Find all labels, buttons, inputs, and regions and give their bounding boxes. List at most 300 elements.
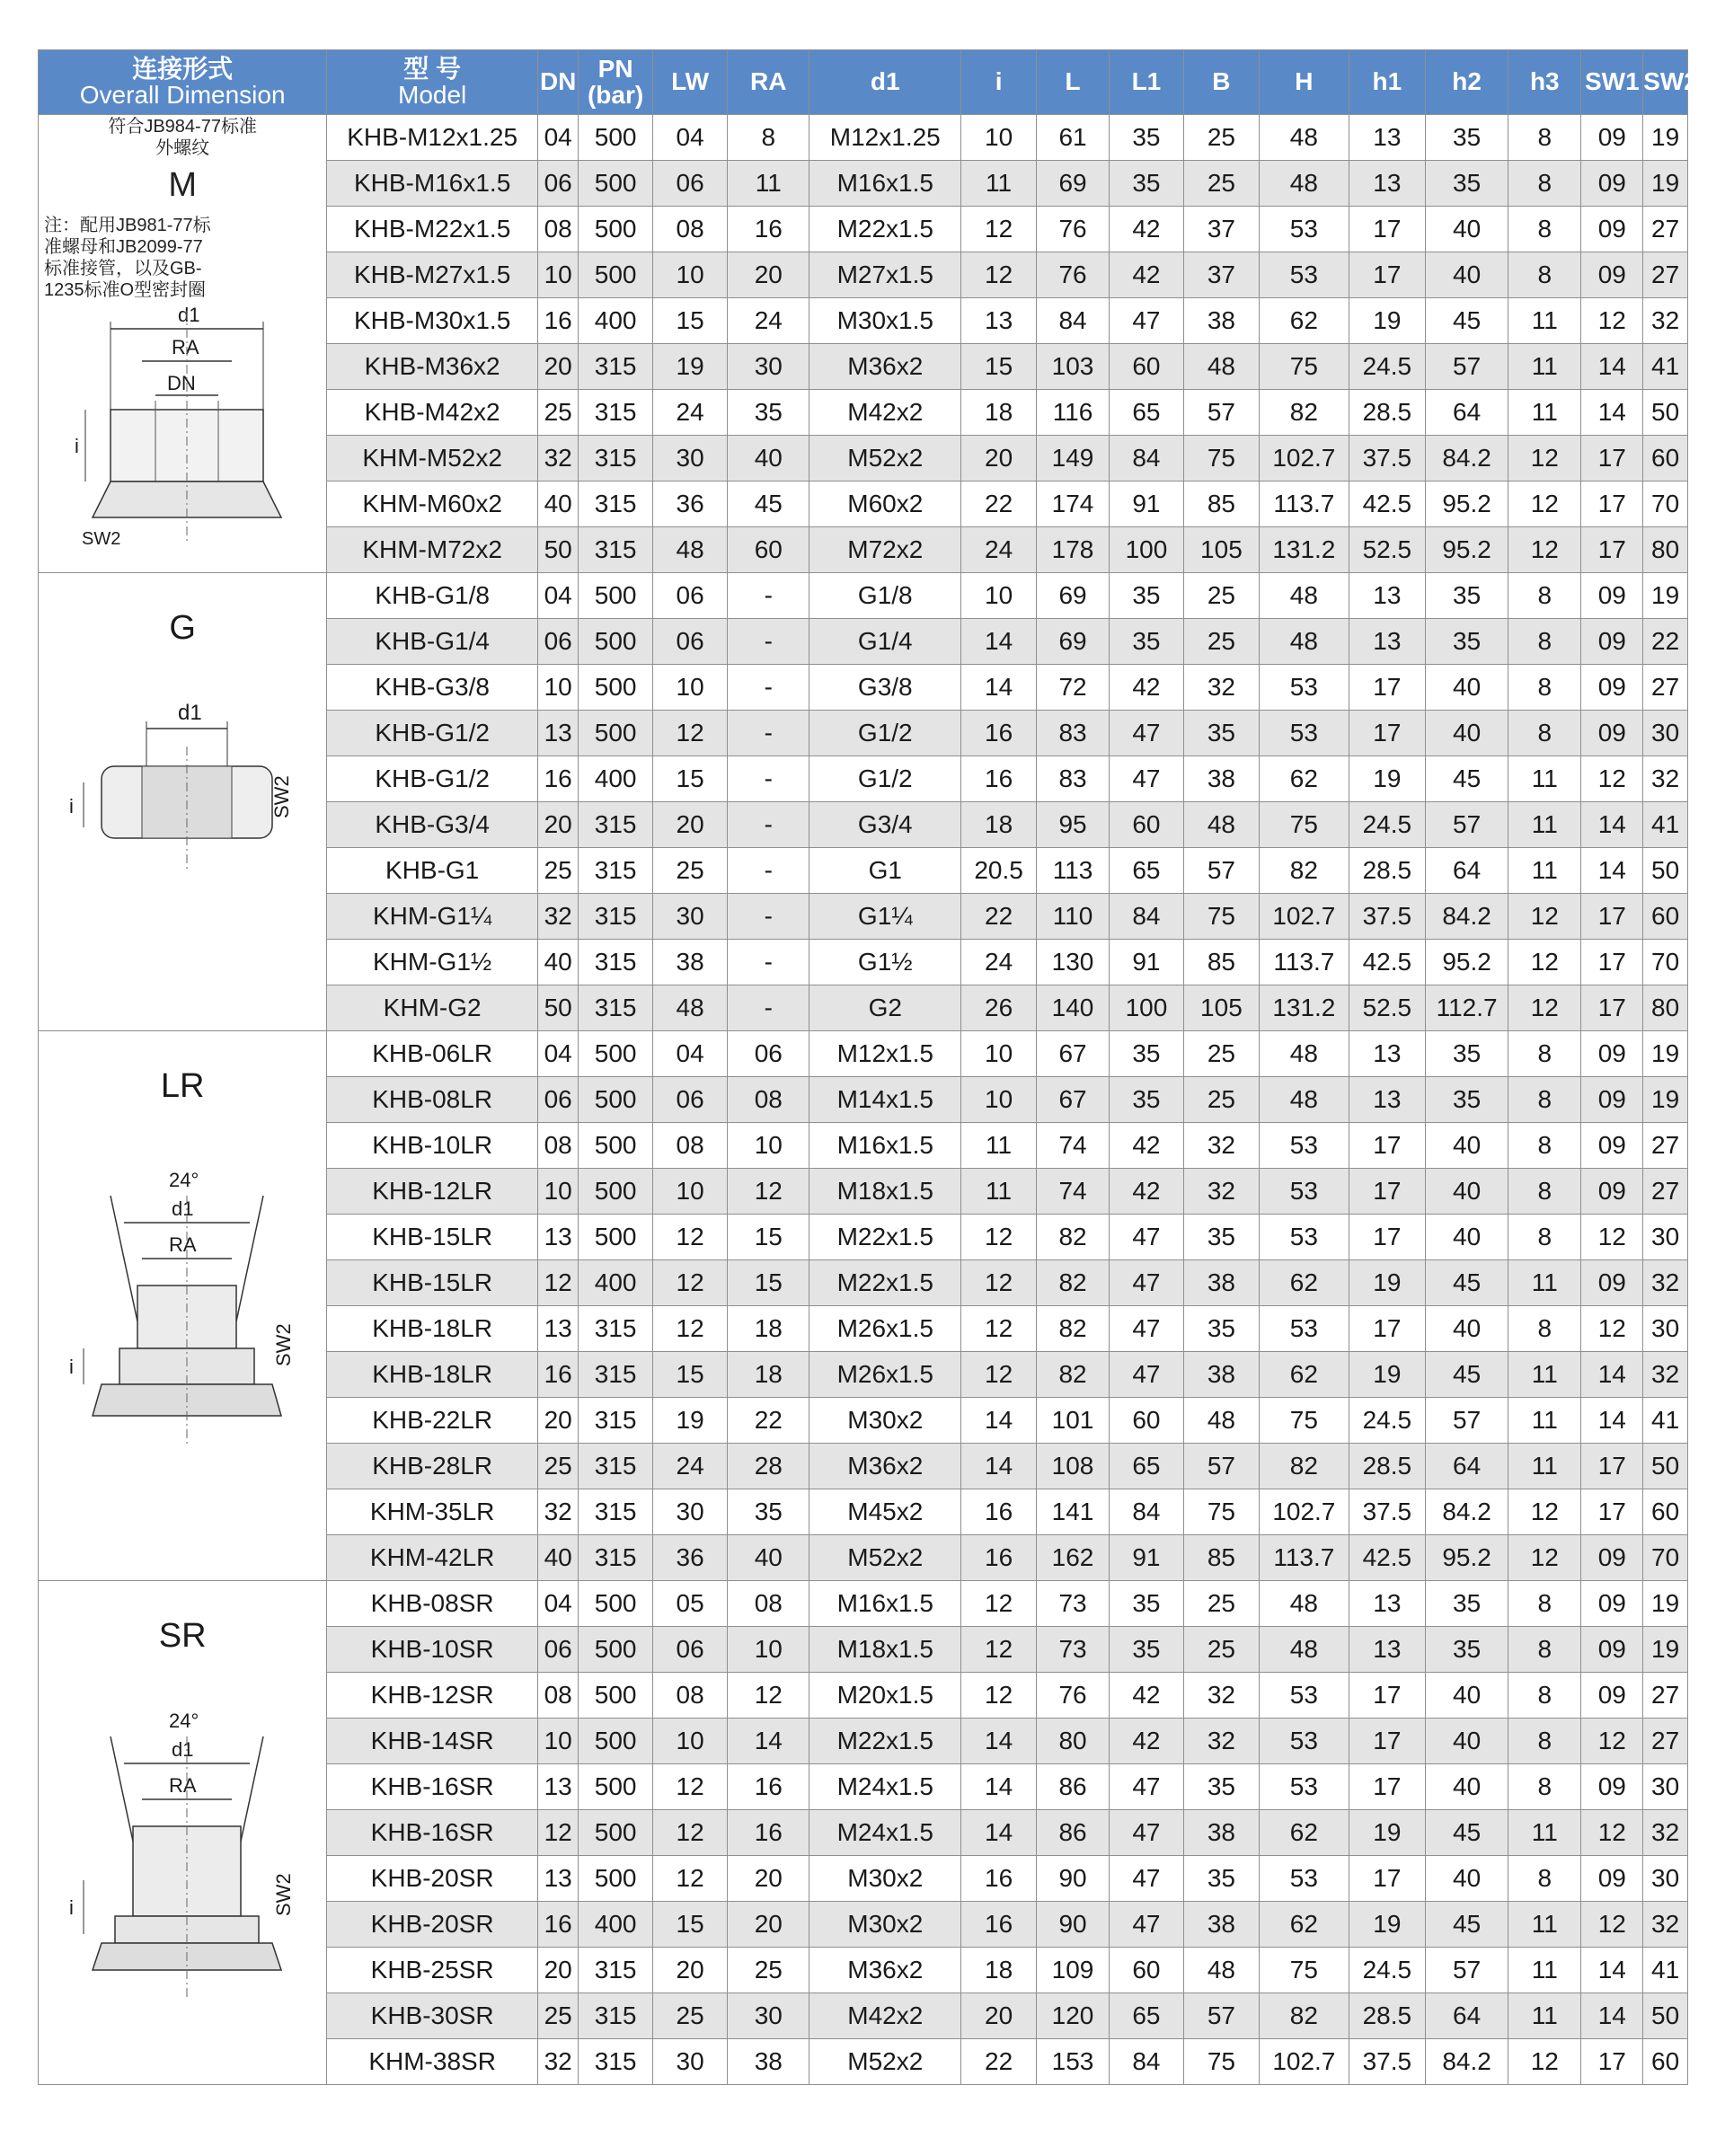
cell-dn: 04 xyxy=(537,573,578,619)
cell-i: 11 xyxy=(961,161,1037,207)
cell-h2: 57 xyxy=(1426,344,1508,390)
cell-d1: M45x2 xyxy=(809,1489,961,1535)
cell-model: KHB-30SR xyxy=(327,1993,538,2039)
cell-sw2: 32 xyxy=(1643,756,1688,802)
group-cell-g xyxy=(39,573,327,1031)
cell-sw1: 09 xyxy=(1581,252,1643,298)
cell-l1: 35 xyxy=(1110,1627,1183,1673)
cell-h3: 11 xyxy=(1508,1993,1581,2039)
cell-model: KHM-M72x2 xyxy=(327,527,538,573)
cell-ra: 20 xyxy=(728,252,809,298)
cell-h3: 8 xyxy=(1508,1215,1581,1260)
cell-lw: 10 xyxy=(652,252,728,298)
cell-h: 113.7 xyxy=(1260,1535,1349,1581)
cell-ra: 24 xyxy=(728,298,809,344)
cell-h3: 11 xyxy=(1508,1948,1581,1993)
cell-d1: M12x1.25 xyxy=(809,115,961,161)
cell-dn: 10 xyxy=(537,252,578,298)
cell-ra: 16 xyxy=(728,207,809,252)
group-sr-panel xyxy=(39,1617,326,2006)
cell-l1: 60 xyxy=(1110,1948,1183,1993)
cell-h: 48 xyxy=(1260,1627,1349,1673)
cell-sw1: 17 xyxy=(1581,527,1643,573)
cell-l1: 35 xyxy=(1110,115,1183,161)
cell-i: 20 xyxy=(961,436,1037,482)
cell-dn: 16 xyxy=(537,1902,578,1948)
cell-i: 18 xyxy=(961,1948,1037,1993)
cell-h3: 8 xyxy=(1508,1077,1581,1123)
cell-sw2: 50 xyxy=(1643,390,1688,436)
cell-sw1: 17 xyxy=(1581,1489,1643,1535)
cell-d1: G3/8 xyxy=(809,665,961,711)
cell-h: 75 xyxy=(1260,344,1349,390)
cell-pn: 500 xyxy=(579,1856,652,1902)
cell-h1: 17 xyxy=(1349,1306,1426,1352)
cell-ra: 16 xyxy=(728,1764,809,1810)
cell-ra: - xyxy=(728,985,809,1031)
cell-pn: 400 xyxy=(579,756,652,802)
cell-lw: 25 xyxy=(652,1993,728,2039)
cell-l1: 91 xyxy=(1110,1535,1183,1581)
cell-h1: 17 xyxy=(1349,1169,1426,1215)
cell-i: 20.5 xyxy=(961,848,1037,894)
cell-pn: 315 xyxy=(579,390,652,436)
cell-model: KHB-08SR xyxy=(327,1581,538,1627)
cell-pn: 500 xyxy=(579,1215,652,1260)
cell-h2: 64 xyxy=(1426,1993,1508,2039)
cell-ra: - xyxy=(728,802,809,848)
cell-model: KHB-15LR xyxy=(327,1260,538,1306)
cell-h2: 112.7 xyxy=(1426,985,1508,1031)
cell-lw: 38 xyxy=(652,940,728,985)
cell-i: 12 xyxy=(961,252,1037,298)
cell-d1: M26x1.5 xyxy=(809,1306,961,1352)
cell-h1: 17 xyxy=(1349,1123,1426,1169)
cell-sw2: 50 xyxy=(1643,1993,1688,2039)
cell-lw: 12 xyxy=(652,1215,728,1260)
cell-model: KHB-18LR xyxy=(327,1352,538,1398)
cell-h1: 17 xyxy=(1349,207,1426,252)
cell-pn: 500 xyxy=(579,1031,652,1077)
cell-d1: M30x2 xyxy=(809,1398,961,1444)
drawing-lr-d1-label: d1 xyxy=(172,1197,194,1220)
cell-d1: M52x2 xyxy=(809,436,961,482)
cell-sw2: 27 xyxy=(1643,1169,1688,1215)
cell-sw1: 14 xyxy=(1581,1993,1643,2039)
cell-h2: 84.2 xyxy=(1426,2039,1508,2085)
drawing-sr-ra-label: RA xyxy=(169,1774,197,1797)
cell-model: KHB-G1/2 xyxy=(327,756,538,802)
cell-h3: 8 xyxy=(1508,1031,1581,1077)
cell-sw2: 41 xyxy=(1643,344,1688,390)
cell-h: 62 xyxy=(1260,1260,1349,1306)
cell-sw1: 09 xyxy=(1581,1764,1643,1810)
cell-l: 178 xyxy=(1036,527,1109,573)
cell-ra: - xyxy=(728,894,809,940)
cell-h3: 8 xyxy=(1508,573,1581,619)
header-overall-dimension xyxy=(39,50,327,115)
cell-l1: 42 xyxy=(1110,1719,1183,1764)
cell-pn: 400 xyxy=(579,1902,652,1948)
cell-pn: 400 xyxy=(579,1260,652,1306)
cell-h: 102.7 xyxy=(1260,436,1349,482)
cell-pn: 500 xyxy=(579,1810,652,1856)
drawing-g-d1-label: d1 xyxy=(178,701,202,725)
cell-sw1: 17 xyxy=(1581,940,1643,985)
cell-d1: M52x2 xyxy=(809,1535,961,1581)
cell-h: 53 xyxy=(1260,1764,1349,1810)
cell-sw1: 09 xyxy=(1581,1260,1643,1306)
cell-lw: 24 xyxy=(652,390,728,436)
group-cell-lr xyxy=(39,1031,327,1581)
cell-h2: 84.2 xyxy=(1426,1489,1508,1535)
cell-h3: 11 xyxy=(1508,802,1581,848)
cell-b: 48 xyxy=(1183,1948,1260,1993)
cell-i: 18 xyxy=(961,390,1037,436)
header-pn-top: PN xyxy=(597,54,633,83)
drawing-m-dn-label: DN xyxy=(167,371,196,394)
cell-sw2: 27 xyxy=(1643,665,1688,711)
cell-i: 11 xyxy=(961,1123,1037,1169)
cell-d1: M22x1.5 xyxy=(809,207,961,252)
cell-model: KHB-10LR xyxy=(327,1123,538,1169)
cell-lw: 20 xyxy=(652,802,728,848)
header-l1: L1 xyxy=(1110,50,1183,115)
cell-sw1: 09 xyxy=(1581,207,1643,252)
cell-sw1: 12 xyxy=(1581,1215,1643,1260)
cell-model: KHB-22LR xyxy=(327,1398,538,1444)
cell-b: 75 xyxy=(1183,894,1260,940)
cell-sw2: 70 xyxy=(1643,1535,1688,1581)
cell-pn: 400 xyxy=(579,298,652,344)
cell-dn: 10 xyxy=(537,1169,578,1215)
cell-l: 95 xyxy=(1036,802,1109,848)
cell-sw1: 09 xyxy=(1581,711,1643,756)
group-g-code: G xyxy=(169,609,196,647)
table-row xyxy=(39,115,1688,161)
cell-lw: 48 xyxy=(652,527,728,573)
cell-h1: 28.5 xyxy=(1349,1993,1426,2039)
header-overall-cn: 连接形式 xyxy=(132,54,234,83)
cell-model: KHB-M12x1.25 xyxy=(327,115,538,161)
cell-l1: 35 xyxy=(1110,573,1183,619)
cell-b: 75 xyxy=(1183,1489,1260,1535)
cell-lw: 06 xyxy=(652,573,728,619)
cell-l: 82 xyxy=(1036,1215,1109,1260)
cell-model: KHB-08LR xyxy=(327,1077,538,1123)
cell-sw2: 32 xyxy=(1643,1902,1688,1948)
cell-ra: 18 xyxy=(728,1306,809,1352)
cell-sw1: 09 xyxy=(1581,1673,1643,1719)
cell-i: 24 xyxy=(961,940,1037,985)
cell-h3: 8 xyxy=(1508,1673,1581,1719)
cell-dn: 10 xyxy=(537,1719,578,1764)
cell-l: 141 xyxy=(1036,1489,1109,1535)
cell-lw: 48 xyxy=(652,985,728,1031)
cell-pn: 315 xyxy=(579,482,652,527)
cell-h1: 17 xyxy=(1349,1764,1426,1810)
header-pn-bottom: (bar) xyxy=(587,80,644,109)
cell-model: KHB-20SR xyxy=(327,1902,538,1948)
cell-l1: 84 xyxy=(1110,436,1183,482)
cell-ra: 20 xyxy=(728,1856,809,1902)
drawing-lr-angle-label: 24° xyxy=(169,1169,199,1191)
cell-i: 22 xyxy=(961,482,1037,527)
cell-l: 67 xyxy=(1036,1077,1109,1123)
cell-i: 11 xyxy=(961,1169,1037,1215)
cell-d1: M60x2 xyxy=(809,482,961,527)
cell-lw: 30 xyxy=(652,894,728,940)
cell-lw: 10 xyxy=(652,1169,728,1215)
cell-pn: 315 xyxy=(579,1398,652,1444)
cell-l: 110 xyxy=(1036,894,1109,940)
cell-ra: 18 xyxy=(728,1352,809,1398)
cell-dn: 20 xyxy=(537,1398,578,1444)
cell-lw: 06 xyxy=(652,161,728,207)
cell-ra: 14 xyxy=(728,1719,809,1764)
cell-h3: 8 xyxy=(1508,115,1581,161)
cell-d1: M30x2 xyxy=(809,1902,961,1948)
cell-dn: 32 xyxy=(537,2039,578,2085)
cell-dn: 12 xyxy=(537,1260,578,1306)
cell-sw2: 30 xyxy=(1643,711,1688,756)
cell-h3: 8 xyxy=(1508,1169,1581,1215)
cell-h2: 64 xyxy=(1426,390,1508,436)
fitting-g-drawing xyxy=(57,702,308,881)
cell-model: KHB-M36x2 xyxy=(327,344,538,390)
cell-sw1: 14 xyxy=(1581,802,1643,848)
cell-b: 38 xyxy=(1183,756,1260,802)
cell-b: 105 xyxy=(1183,527,1260,573)
cell-model: KHB-G1/4 xyxy=(327,619,538,665)
cell-pn: 315 xyxy=(579,802,652,848)
cell-sw2: 27 xyxy=(1643,207,1688,252)
table-row xyxy=(39,1031,1688,1077)
cell-h1: 28.5 xyxy=(1349,848,1426,894)
cell-dn: 04 xyxy=(537,1031,578,1077)
cell-lw: 08 xyxy=(652,207,728,252)
cell-pn: 315 xyxy=(579,1352,652,1398)
cell-pn: 315 xyxy=(579,1306,652,1352)
cell-h3: 12 xyxy=(1508,985,1581,1031)
cell-i: 20 xyxy=(961,1993,1037,2039)
cell-i: 16 xyxy=(961,711,1037,756)
cell-sw2: 27 xyxy=(1643,252,1688,298)
cell-dn: 50 xyxy=(537,527,578,573)
header-sw2: SW2 xyxy=(1643,50,1688,115)
cell-lw: 30 xyxy=(652,1489,728,1535)
cell-dn: 16 xyxy=(537,756,578,802)
cell-i: 14 xyxy=(961,1810,1037,1856)
cell-l1: 47 xyxy=(1110,1764,1183,1810)
cell-lw: 12 xyxy=(652,1810,728,1856)
group-cell-m xyxy=(39,115,327,573)
cell-h2: 45 xyxy=(1426,1352,1508,1398)
cell-lw: 04 xyxy=(652,115,728,161)
cell-h2: 45 xyxy=(1426,1260,1508,1306)
cell-sw2: 32 xyxy=(1643,1260,1688,1306)
cell-h: 53 xyxy=(1260,665,1349,711)
cell-l: 83 xyxy=(1036,756,1109,802)
cell-l: 82 xyxy=(1036,1352,1109,1398)
cell-b: 57 xyxy=(1183,848,1260,894)
header-pn xyxy=(579,50,652,115)
cell-i: 10 xyxy=(961,1031,1037,1077)
cell-sw1: 09 xyxy=(1581,1031,1643,1077)
cell-h3: 8 xyxy=(1508,665,1581,711)
cell-h2: 95.2 xyxy=(1426,482,1508,527)
cell-dn: 40 xyxy=(537,1535,578,1581)
cell-h2: 45 xyxy=(1426,298,1508,344)
cell-b: 105 xyxy=(1183,985,1260,1031)
cell-sw2: 50 xyxy=(1643,1444,1688,1489)
cell-h3: 8 xyxy=(1508,1719,1581,1764)
cell-h1: 19 xyxy=(1349,1352,1426,1398)
cell-i: 12 xyxy=(961,1260,1037,1306)
cell-i: 12 xyxy=(961,1673,1037,1719)
cell-sw1: 09 xyxy=(1581,1077,1643,1123)
cell-h3: 11 xyxy=(1508,1260,1581,1306)
cell-h1: 24.5 xyxy=(1349,1948,1426,1993)
cell-sw2: 80 xyxy=(1643,527,1688,573)
cell-model: KHM-M52x2 xyxy=(327,436,538,482)
cell-model: KHB-G1/8 xyxy=(327,573,538,619)
fitting-m-drawing xyxy=(75,302,290,553)
cell-h2: 40 xyxy=(1426,665,1508,711)
cell-dn: 20 xyxy=(537,344,578,390)
cell-h1: 19 xyxy=(1349,756,1426,802)
header-h1: h1 xyxy=(1349,50,1426,115)
cell-pn: 315 xyxy=(579,940,652,985)
cell-h2: 35 xyxy=(1426,619,1508,665)
cell-d1: M24x1.5 xyxy=(809,1810,961,1856)
cell-dn: 08 xyxy=(537,207,578,252)
cell-b: 38 xyxy=(1183,1902,1260,1948)
drawing-m-d1-label: d1 xyxy=(178,303,200,326)
cell-l: 76 xyxy=(1036,252,1109,298)
cell-model: KHB-15LR xyxy=(327,1215,538,1260)
drawing-sr-sw2-label: SW2 xyxy=(272,1873,296,1916)
cell-model: KHM-G1¼ xyxy=(327,894,538,940)
cell-d1: M22x1.5 xyxy=(809,1260,961,1306)
cell-h3: 8 xyxy=(1508,619,1581,665)
cell-l: 82 xyxy=(1036,1306,1109,1352)
cell-h1: 17 xyxy=(1349,1673,1426,1719)
cell-lw: 05 xyxy=(652,1581,728,1627)
cell-sw2: 27 xyxy=(1643,1719,1688,1764)
cell-l: 101 xyxy=(1036,1398,1109,1444)
cell-h3: 8 xyxy=(1508,1306,1581,1352)
cell-sw2: 30 xyxy=(1643,1764,1688,1810)
cell-model: KHB-G1/2 xyxy=(327,711,538,756)
cell-h1: 24.5 xyxy=(1349,802,1426,848)
cell-model: KHB-06LR xyxy=(327,1031,538,1077)
cell-sw2: 30 xyxy=(1643,1215,1688,1260)
cell-d1: M16x1.5 xyxy=(809,1581,961,1627)
cell-pn: 315 xyxy=(579,894,652,940)
cell-ra: 08 xyxy=(728,1581,809,1627)
cell-d1: M18x1.5 xyxy=(809,1627,961,1673)
cell-h1: 28.5 xyxy=(1349,390,1426,436)
cell-l1: 42 xyxy=(1110,252,1183,298)
cell-b: 75 xyxy=(1183,2039,1260,2085)
drawing-m-ra-label: RA xyxy=(172,335,199,358)
cell-dn: 12 xyxy=(537,1810,578,1856)
cell-dn: 13 xyxy=(537,711,578,756)
cell-h1: 13 xyxy=(1349,1031,1426,1077)
cell-b: 48 xyxy=(1183,1398,1260,1444)
cell-sw2: 22 xyxy=(1643,619,1688,665)
cell-h2: 35 xyxy=(1426,1031,1508,1077)
cell-h: 62 xyxy=(1260,756,1349,802)
cell-h1: 13 xyxy=(1349,573,1426,619)
cell-lw: 30 xyxy=(652,2039,728,2085)
cell-h: 53 xyxy=(1260,1123,1349,1169)
cell-lw: 12 xyxy=(652,1260,728,1306)
header-model-cn: 型 号 xyxy=(403,54,462,83)
cell-sw2: 19 xyxy=(1643,1627,1688,1673)
cell-sw2: 70 xyxy=(1643,482,1688,527)
cell-h3: 12 xyxy=(1508,894,1581,940)
cell-l1: 84 xyxy=(1110,894,1183,940)
group-m-standard-line1: 符合JB984-77标准 xyxy=(108,117,257,137)
cell-h3: 12 xyxy=(1508,940,1581,985)
cell-ra: 15 xyxy=(728,1215,809,1260)
cell-sw2: 32 xyxy=(1643,298,1688,344)
cell-d1: G1¼ xyxy=(809,894,961,940)
cell-pn: 500 xyxy=(579,1123,652,1169)
cell-pn: 500 xyxy=(579,573,652,619)
cell-i: 14 xyxy=(961,1398,1037,1444)
group-lr-code: LR xyxy=(160,1067,205,1105)
cell-h: 75 xyxy=(1260,802,1349,848)
cell-h: 62 xyxy=(1260,298,1349,344)
cell-h3: 11 xyxy=(1508,344,1581,390)
cell-i: 12 xyxy=(961,1352,1037,1398)
cell-pn: 500 xyxy=(579,161,652,207)
cell-d1: G1/2 xyxy=(809,711,961,756)
cell-dn: 32 xyxy=(537,1489,578,1535)
cell-h2: 57 xyxy=(1426,802,1508,848)
cell-i: 16 xyxy=(961,1535,1037,1581)
cell-h1: 13 xyxy=(1349,161,1426,207)
cell-h2: 35 xyxy=(1426,1077,1508,1123)
dimension-spec-table xyxy=(38,49,1698,2085)
table-row xyxy=(39,573,1688,619)
cell-l: 130 xyxy=(1036,940,1109,985)
cell-l1: 47 xyxy=(1110,1352,1183,1398)
cell-lw: 04 xyxy=(652,1031,728,1077)
cell-sw2: 30 xyxy=(1643,1306,1688,1352)
cell-b: 32 xyxy=(1183,1169,1260,1215)
cell-b: 35 xyxy=(1183,1215,1260,1260)
cell-sw2: 19 xyxy=(1643,161,1688,207)
cell-i: 26 xyxy=(961,985,1037,1031)
cell-sw1: 09 xyxy=(1581,1535,1643,1581)
cell-sw1: 09 xyxy=(1581,619,1643,665)
cell-sw2: 60 xyxy=(1643,1489,1688,1535)
group-m-standard-line2: 外螺纹 xyxy=(155,138,210,158)
drawing-lr-i-label: i xyxy=(69,1356,75,1378)
cell-dn: 25 xyxy=(537,1444,578,1489)
cell-sw2: 32 xyxy=(1643,1810,1688,1856)
cell-d1: M18x1.5 xyxy=(809,1169,961,1215)
cell-h: 53 xyxy=(1260,1169,1349,1215)
cell-b: 37 xyxy=(1183,207,1260,252)
cell-h3: 11 xyxy=(1508,298,1581,344)
cell-l: 120 xyxy=(1036,1993,1109,2039)
cell-h3: 8 xyxy=(1508,207,1581,252)
